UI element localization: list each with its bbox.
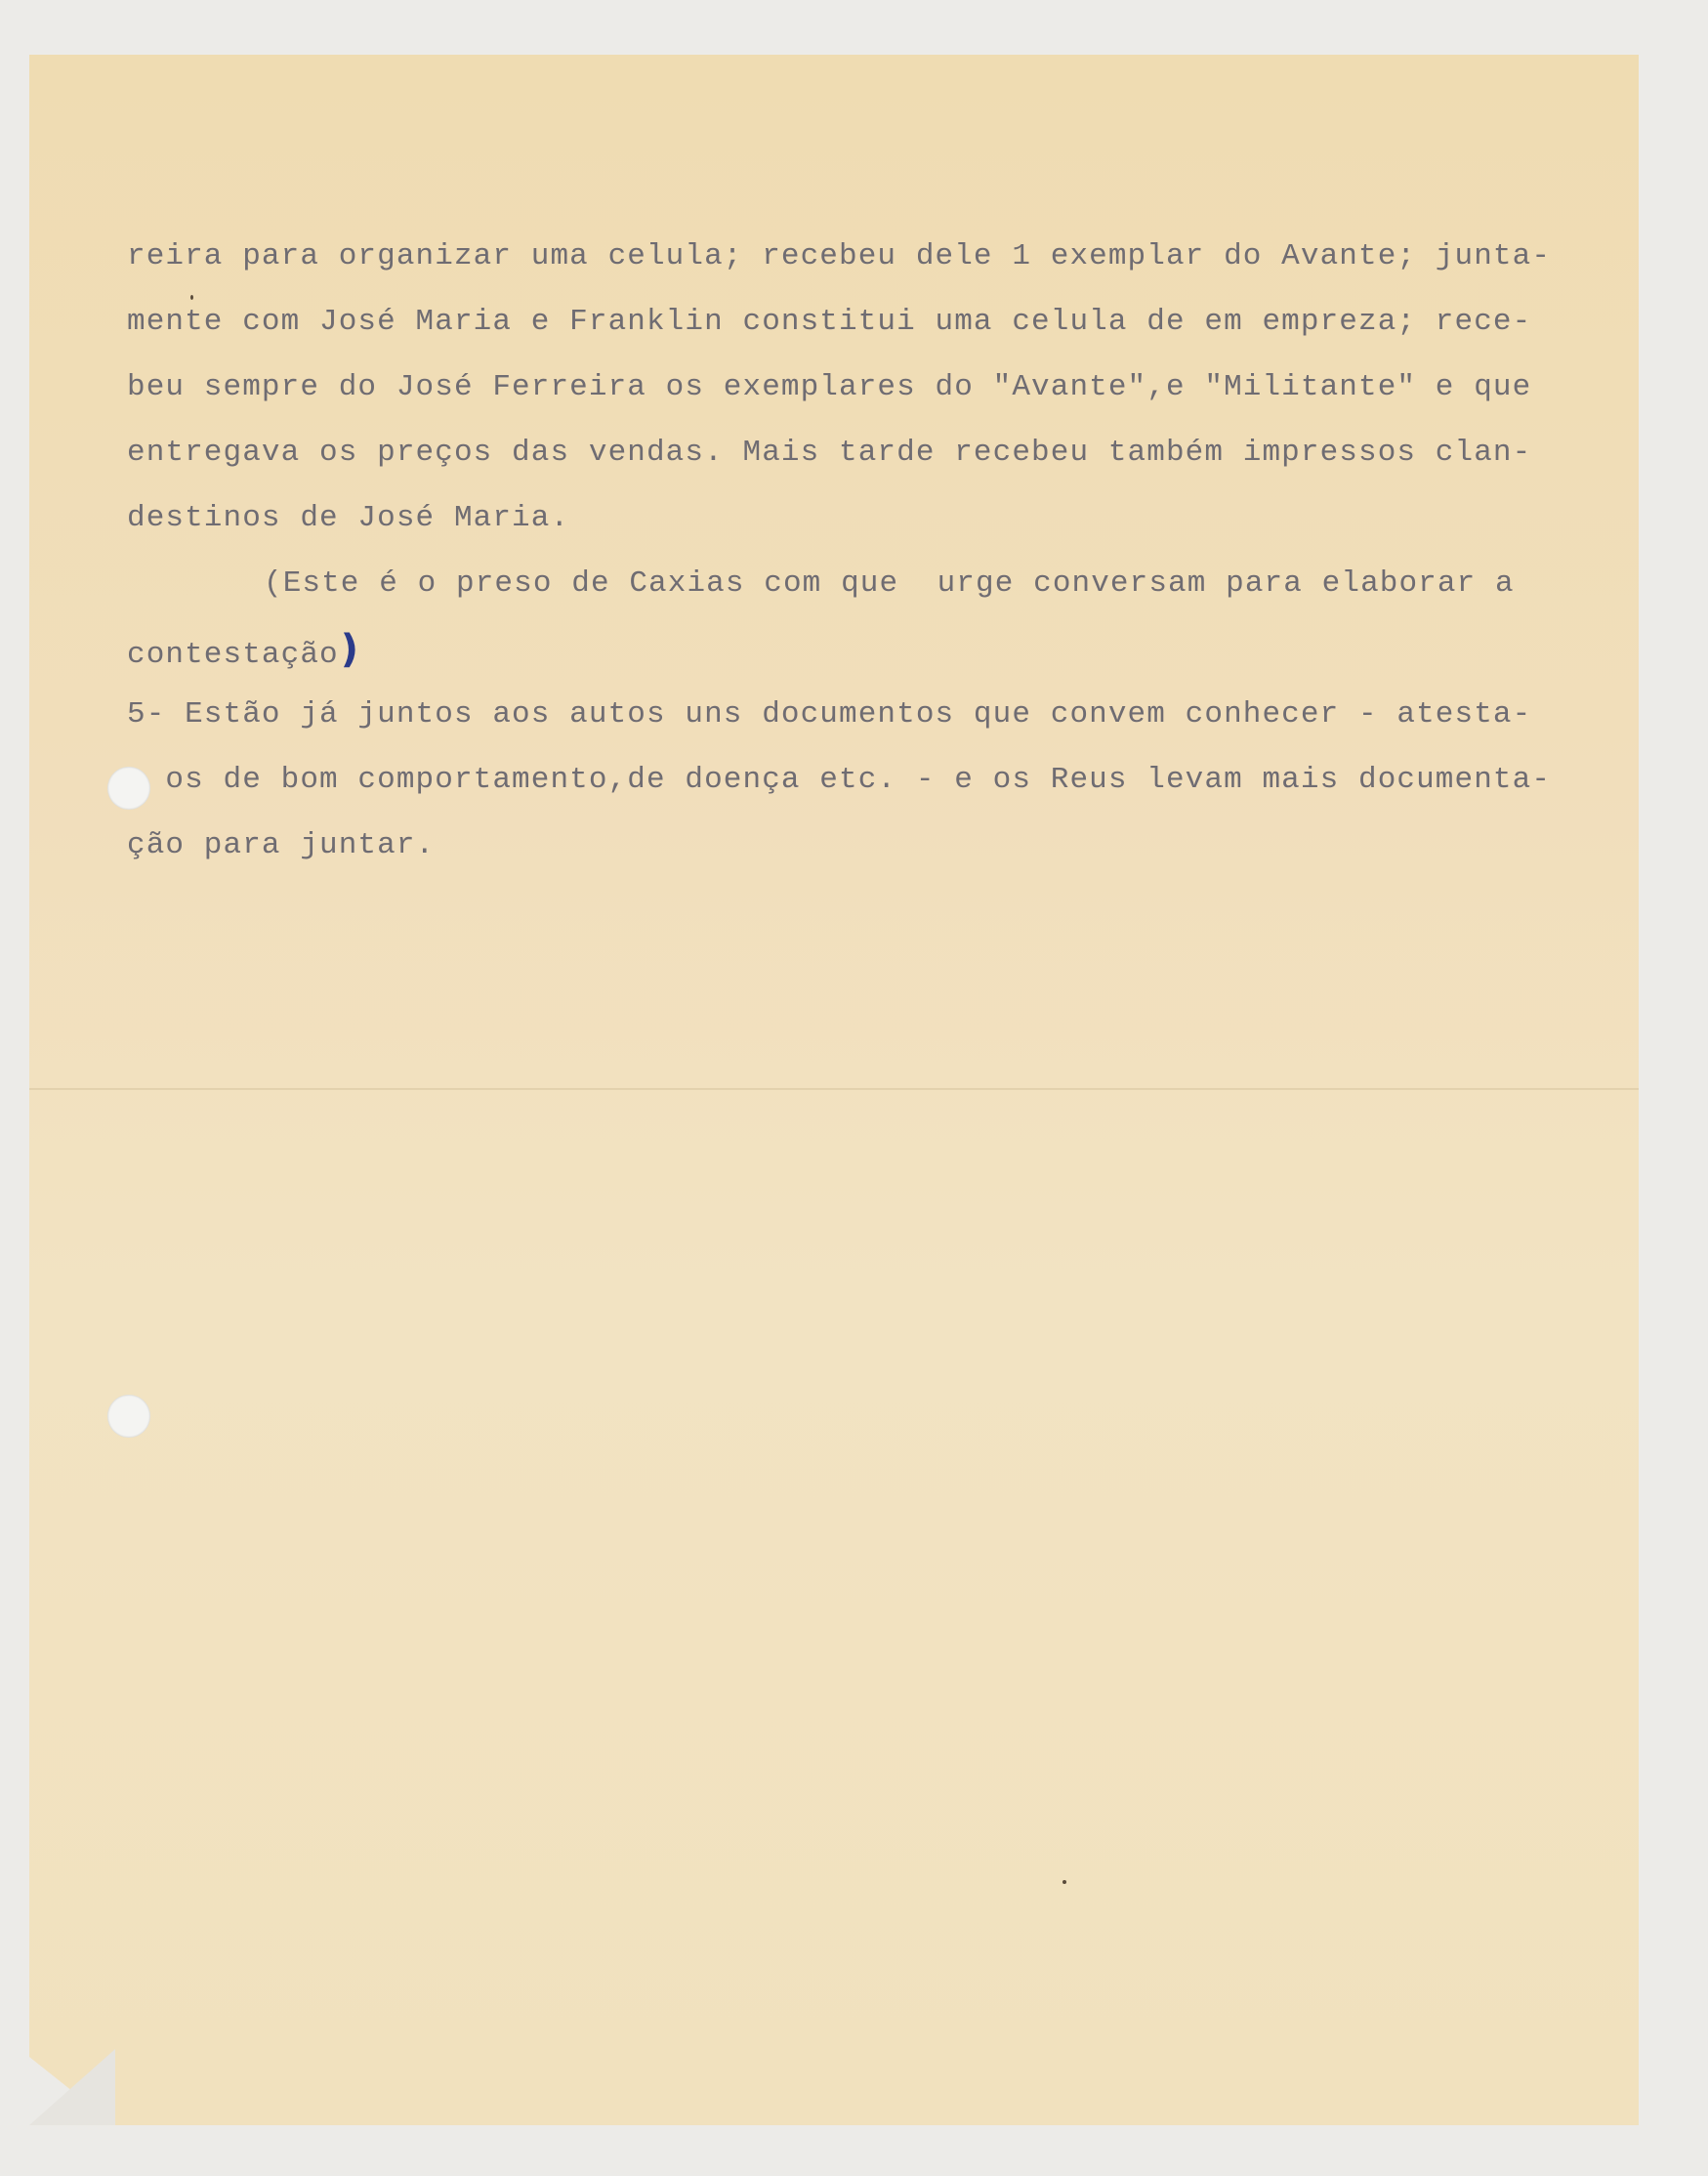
handwritten-parenthesis: ) [340, 627, 360, 672]
text-line-with-mark [127, 625, 1553, 690]
text-line: destinos de José Maria. [127, 501, 570, 535]
folded-corner [29, 2049, 115, 2125]
paper-speck [1062, 1880, 1066, 1884]
text-fragment: contestação [127, 638, 339, 672]
typewritten-text [127, 232, 1553, 887]
text-line: entregava os preços das vendas. Mais tarde recebeu também impressos clan- [127, 436, 1532, 470]
text-line: (Este é o preso de Caxias com que urge conversam para elaborar a [264, 566, 1515, 601]
text-line: beu sempre do José Ferreira os exemplares do "Avante",e "Militante" e que [127, 370, 1532, 404]
text-line: mente com José Maria e Franklin constitui uma celula de em empreza; rece- [127, 305, 1532, 339]
text-line: ção para juntar. [127, 828, 436, 862]
text-line: 5- Estão já juntos aos autos uns documentos que convem conhecer - atesta- [127, 697, 1532, 732]
text-line: os de bom comportamento,de doença etc. - e os Reus levam mais documenta- [127, 763, 1552, 797]
fold-crease [29, 1088, 1639, 1090]
punch-hole [107, 1395, 150, 1438]
text-line: reira para organizar uma celula; recebeu dele 1 exemplar do Avante; junta- [127, 239, 1552, 273]
